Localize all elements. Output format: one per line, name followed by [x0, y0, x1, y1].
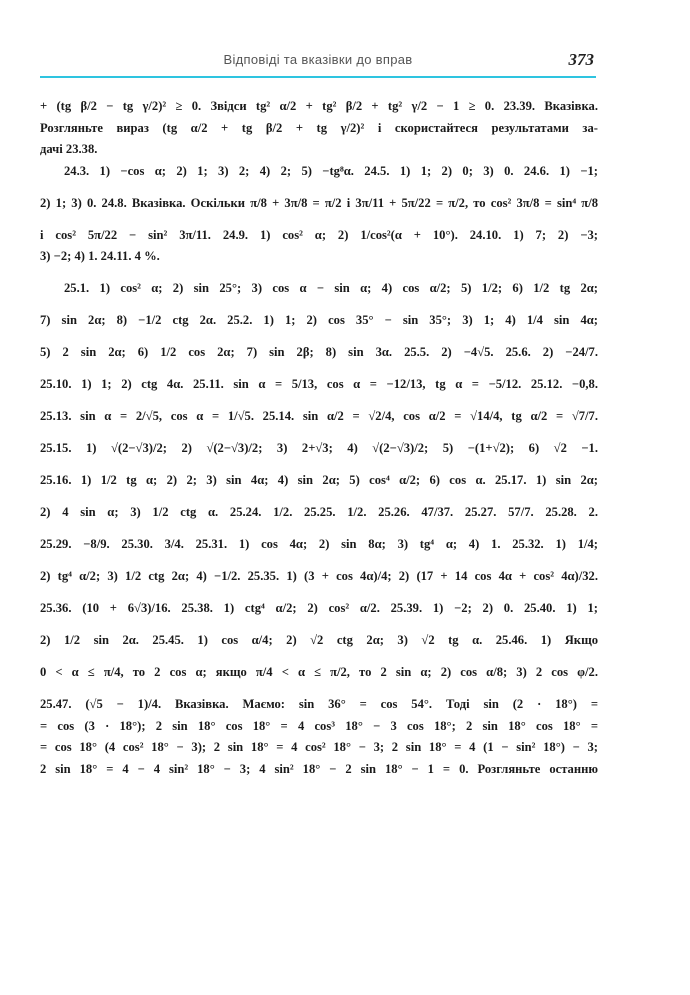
text-line: 25.16. 1) 1/2 tg α; 2) 2; 3) sin 4α; 4) sin 2α; 5) cos⁴ α/2; 6) cos α. 25.17. 1) sin 2α;: [40, 473, 598, 488]
text-line: 0 < α ≤ π/4, то 2 cos α; якщо π/4 < α ≤ π/2, то 2 sin α; 2) cos α/8; 3) 2 cos φ/2.: [40, 665, 598, 680]
text-line: 2) 4 sin α; 3) 1/2 ctg α. 25.24. 1/2. 25.25. 1/2. 25.26. 47/37. 25.27. 57/7. 25.28. 2.: [40, 505, 598, 520]
text-line: 25.15. 1) √(2−√3)/2; 2) √(2−√3)/2; 3) 2+√3; 4) √(2−√3)/2; 5) −(1+√2); 6) √2 −1.: [40, 441, 598, 456]
text-line: 2 sin 18° = 4 − 4 sin² 18° − 3; 4 sin² 18° − 2 sin 18° − 1 = 0. Розгляньте останню: [40, 761, 598, 776]
text-line: дачі 23.38.: [40, 142, 98, 157]
text-line: 24.3. 1) −cos α; 2) 1; 3) 2; 4) 2; 5) −tg⁸α. 24.5. 1) 1; 2) 0; 3) 0. 24.6. 1) −1;: [64, 163, 598, 178]
text-line: = cos (3 · 18°); 2 sin 18° cos 18° = 4 cos³ 18° − 3 cos 18°; 2 sin 18° cos 18° =: [40, 718, 598, 733]
text-line: і cos² 5π/22 − sin² 3π/11. 24.9. 1) cos² α; 2) 1/cos²(α + 10°). 24.10. 1) 7; 2) −3;: [40, 227, 598, 242]
page-number: 373: [568, 50, 594, 69]
text-line: 7) sin 2α; 8) −1/2 ctg 2α. 25.2. 1) 1; 2) cos 35° − sin 35°; 3) 1; 4) 1/4 sin 4α;: [40, 313, 598, 328]
text-line: 25.13. sin α = 2/√5, cos α = 1/√5. 25.14. sin α/2 = √2/4, cos α/2 = √14/4, tg α/2 = √7/7.: [40, 409, 598, 424]
text-line: 2) 1; 3) 0. 24.8. Вказівка. Оскільки π/8 + 3π/8 = π/2 і 3π/11 + 5π/22 = π/2, то cos² 3π/8 = sin⁴ π/8: [40, 195, 598, 210]
text-line: 25.29. −8/9. 25.30. 3/4. 25.31. 1) cos 4α; 2) sin 8α; 3) tg⁴ α; 4) 1. 25.32. 1) 1/4;: [40, 537, 598, 552]
text-line: 25.1. 1) cos² α; 2) sin 25°; 3) cos α − sin α; 4) cos α/2; 5) 1/2; 6) 1/2 tg 2α;: [64, 281, 598, 296]
text-line: 2) tg⁴ α/2; 3) 1/2 ctg 2α; 4) −1/2. 25.35. 1) (3 + cos 4α)/4; 2) (17 + 14 cos 4α + cos² 4α)/32.: [40, 569, 598, 584]
text-line: 25.10. 1) 1; 2) ctg 4α. 25.11. sin α = 5/13, cos α = −12/13, tg α = −5/12. 25.12. −0,8.: [40, 377, 598, 392]
text-line: 2) 1/2 sin 2α. 25.45. 1) cos α/4; 2) √2 ctg 2α; 3) √2 tg α. 25.46. 1) Якщо: [40, 633, 598, 648]
text-line: 3) −2; 4) 1. 24.11. 4 %.: [40, 249, 160, 264]
text-line: = cos 18° (4 cos² 18° − 3); 2 sin 18° = 4 cos² 18° − 3; 2 sin 18° = 4 (1 − sin² 18°) − 3;: [40, 740, 598, 755]
text-line: 25.36. (10 + 6√3)/16. 25.38. 1) ctg⁴ α/2; 2) cos² α/2. 25.39. 1) −2; 2) 0. 25.40. 1) 1;: [40, 601, 598, 616]
text-line: Розгляньте вираз (tg α/2 + tg β/2 + tg γ/2)² і скористайтеся результатами за-: [40, 120, 598, 135]
text-line: + (tg β/2 − tg γ/2)² ≥ 0. Звідси tg² α/2 + tg² β/2 + tg² γ/2 − 1 ≥ 0. 23.39. Вказівка.: [40, 99, 598, 113]
text-line: 25.47. (√5 − 1)/4. Вказівка. Маємо: sin 36° = cos 54°. Тоді sin (2 · 18°) =: [40, 697, 598, 712]
running-title: Відповіді та вказівки до вправ: [223, 52, 413, 67]
answers-body: [40, 96, 598, 781]
text-line: 5) 2 sin 2α; 6) 1/2 cos 2α; 7) sin 2β; 8) sin 3α. 25.5. 2) −4√5. 25.6. 2) −24/7.: [40, 345, 598, 360]
page-header: [40, 40, 596, 78]
